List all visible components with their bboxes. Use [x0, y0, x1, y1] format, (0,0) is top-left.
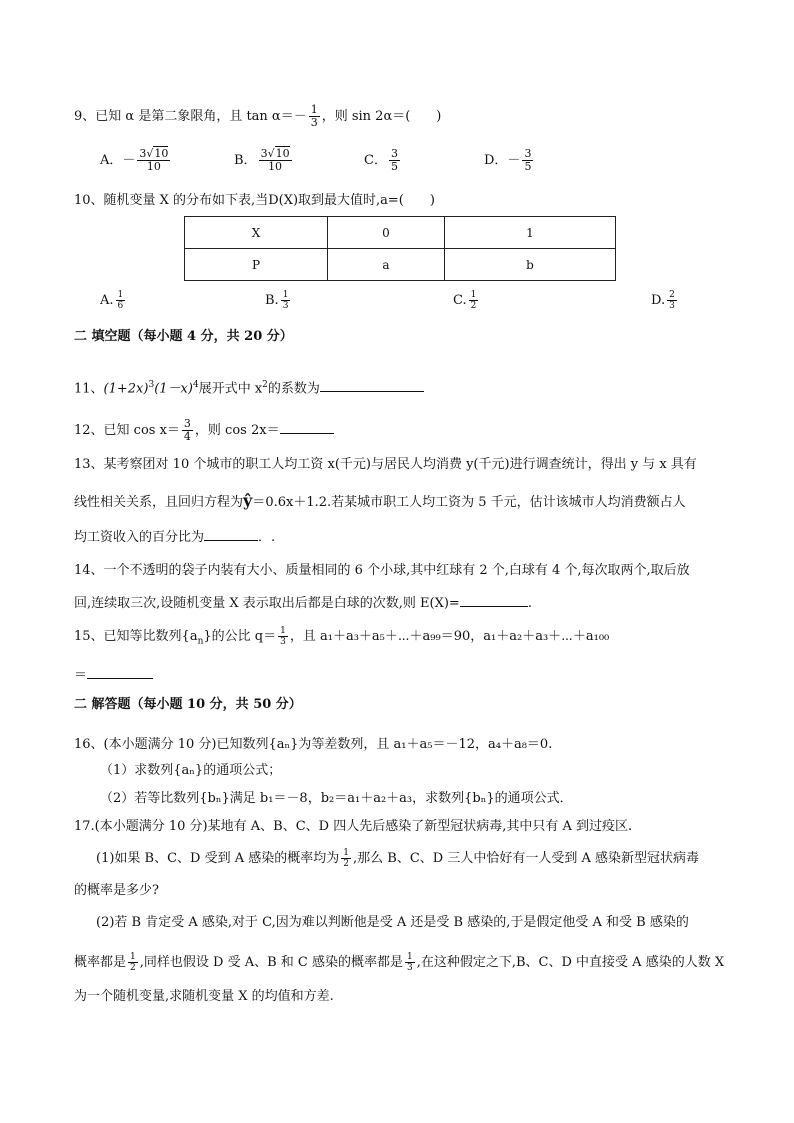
q9-option-c: C． $\frac{3}{5}$ — [364, 147, 398, 173]
distribution-table — [184, 216, 616, 281]
q13-line1: 13、某考察团对 10 个城市的职工人均工资 x(千元)与居民人均消费 y(千元)进行调查统计，得出 y 与 x 具有 — [74, 457, 697, 472]
q10-stem: 10、随机变量 X 的分布如下表,当D(X)取到最大值时,a=( ) — [74, 193, 435, 208]
q10-option-d: D. $\frac{2}{3}$ — [651, 290, 675, 311]
section-answer-heading: 二 解答题（每小题 10 分，共 50 分） — [74, 697, 302, 712]
q9-option-a: A．－ $\frac{3√10}{10}$ — [100, 147, 169, 173]
q9-frac: $\frac{1}{3}$ — [310, 103, 318, 129]
q14-line2: 回,连续取三次,设随机变量 X 表示取出后都是白球的次数,则 E(X)= . — [74, 592, 532, 613]
answer-blank[interactable] — [280, 419, 334, 434]
q14-line1: 14、一个不透明的袋子内装有大小、质量相同的 6 个小球,其中红球有 2 个,白球有 4 个,每次取两个,取后放 — [74, 563, 690, 578]
table-cell: X — [185, 217, 328, 249]
q17-part1-line2: 的概率是多少? — [74, 883, 159, 898]
q13-line2: 线性相关关系，且回归方程为ŷ＝0.6x＋1.2.若某城市职工人均工资为 5 千元，估计该城市人均消费额占人 — [74, 491, 686, 510]
q9-stem — [74, 104, 441, 129]
q15-line1: 15、已知等比数列$\{a_n\}$的公比 q＝ $\frac{1}{3}$ ，且 a₁＋a₃＋a₅＋⋯＋a₉₉＝90，a₁＋a₂＋a₃＋⋯＋a₁₀₀ — [74, 626, 610, 647]
q17-part2-line1: (2)若 B 肯定受 A 感染,对于 C,因为难以判断他是受 A 还是受 B 感染的,于是假定他受 A 和受 B 感染的 — [96, 915, 689, 930]
q16-stem: 16、(本小题满分 10 分)已知数列{aₙ}为等差数列，且 a₁＋a₅＝－12，a₄＋a₈＝0. — [74, 737, 553, 752]
table-cell: P — [185, 249, 328, 281]
table-row — [185, 249, 616, 281]
answer-blank[interactable] — [87, 664, 153, 679]
q9-option-d: D．－ $\frac{3}{5}$ — [484, 147, 532, 173]
table-cell: b — [445, 249, 616, 281]
answer-blank[interactable] — [320, 377, 424, 392]
q10-option-a: A. $\frac{1}{6}$ — [100, 290, 124, 311]
q12-stem: 12、已知 cos x＝ $\frac{3}{4}$ ，则 cos 2x＝ — [74, 418, 334, 443]
q16-part2: （2）若等比数列{bₙ}满足 b₁＝－8，b₂＝a₁＋a₂＋a₃，求数列{bₙ}的通项公式． — [100, 791, 573, 806]
section-fill-in-heading: 二 填空题（每小题 4 分，共 20 分） — [74, 329, 293, 344]
q9-option-b: B． $\frac{3√10}{10}$ — [234, 147, 290, 173]
table-cell: 0 — [328, 217, 445, 249]
q17-part2-line3: 为一个随机变量,求随机变量 X 的均值和方差. — [74, 989, 334, 1004]
q9-stem-b: ，则 sin 2α＝( ) — [321, 109, 442, 124]
answer-blank[interactable] — [204, 526, 258, 541]
q17-part1-line1: (1)如果 B、C、D 受到 A 感染的概率均为 $\frac{1}{2}$ ,那么 B、C、D 三人中恰好有一人受到 A 感染新型冠状病毒 — [96, 848, 699, 869]
q17-part2-line2: 概率都是 $\frac{1}{2}$ ,同样也假设 D 受 A、B 和 C 感染的概率都是 $\frac{1}{3}$ ,在这种假定之下,B、C、D 中直接受 A 感染的人数 X — [74, 952, 725, 973]
answer-blank[interactable] — [460, 592, 528, 607]
q15-line2: ＝ — [74, 664, 153, 685]
q9-stem-a: 9、已知 α 是第二象限角，且 tan α＝－ — [74, 109, 307, 124]
y-hat-symbol: ŷ — [243, 491, 253, 510]
table-cell: 1 — [445, 217, 616, 249]
q10-option-b: B. $\frac{1}{3}$ — [265, 290, 289, 311]
table-row — [185, 217, 616, 249]
table-cell: a — [328, 249, 445, 281]
q16-part1: （1）求数列{aₙ}的通项公式； — [100, 763, 282, 778]
q10-option-c: C. $\frac{1}{2}$ — [453, 290, 477, 311]
q13-line3: 均工资收入的百分比为 ．. — [74, 526, 275, 547]
q11-stem: 11、$(1+2x)^3(1-x)^4$展开式中 $x^2$的系数为 — [74, 376, 424, 398]
q17-stem: 17.(本小题满分 10 分)某地有 A、B、C、D 四人先后感染了新型冠状病毒,其中只有 A 到过疫区. — [74, 819, 633, 834]
